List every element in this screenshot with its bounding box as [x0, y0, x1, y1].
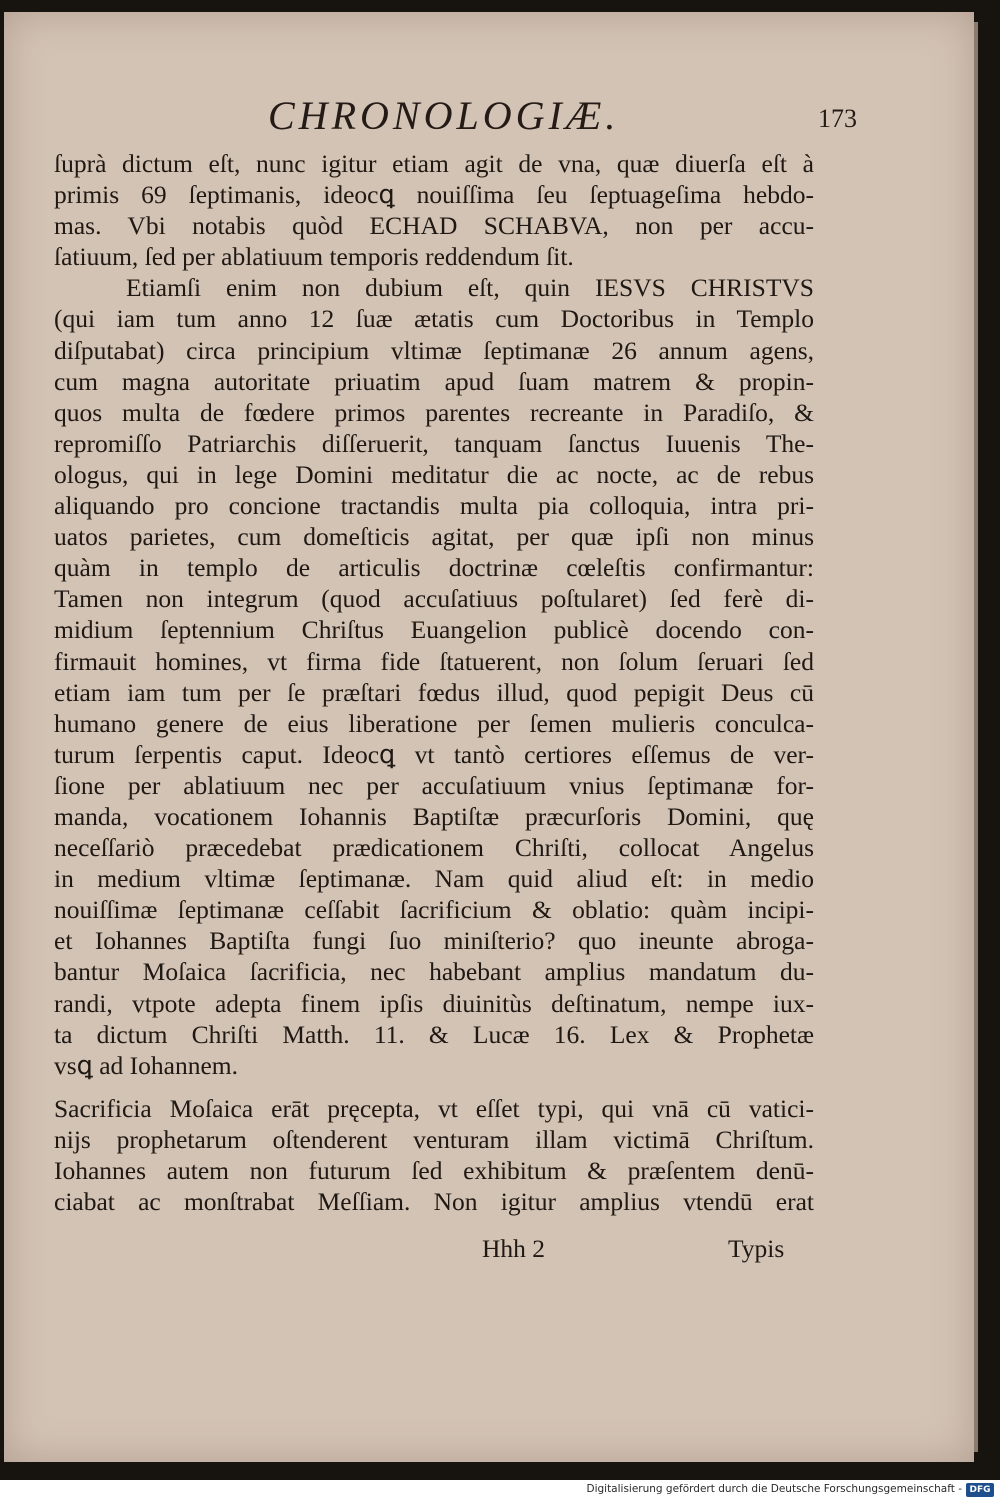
text-line: Iohannes autem non futurum ſed exhibitum & præſentem denū-: [54, 1156, 814, 1185]
text-line: ſatiuum, ſed per ablatiuum temporis reddendum ſit.: [54, 242, 574, 272]
text-line: nijs prophetarum oſtenderent venturam illam victimā Chriſtum.: [54, 1124, 814, 1154]
text-line: uatos parietes, cum domeſticis agitat, per quæ ipſi non minus: [54, 522, 814, 552]
text-line: etiam iam tum per ſe præſtari fœdus illud, quod pepigit Deus cū: [54, 677, 814, 707]
text-line: turum ſerpentis caput. Ideocꝗ vt tantò certiores eſſemus de ver-: [54, 739, 814, 769]
footer-credit: Digitalisierung gefördert durch die Deutsche Forschungsgemeinschaft -: [586, 1483, 962, 1495]
text-line: neceſſariò præcedebat prædicationem Chriſti, collocat Angelus: [54, 833, 814, 863]
running-title: CHRONOLOGIÆ.: [268, 93, 620, 138]
text-line: primis 69 ſeptimanis, ideocꝗ nouiſſima ſeu ſeptuageſima hebdo-: [54, 180, 814, 210]
signature-line: [470, 1234, 810, 1266]
text-line: manda, vocationem Iohannis Baptiſtæ præcurſoris Domini, quę: [54, 801, 814, 831]
text-line: midium ſeptennium Chriſtus Euangelion publicè docendo con-: [54, 615, 814, 645]
body-text: [54, 148, 814, 1217]
text-line: aliquando pro concione tractandis multa pia colloquia, intra pri-: [54, 491, 814, 521]
page-number: 173: [818, 104, 857, 133]
text-line: (qui iam tum anno 12 ſuæ ætatis cum Doctoribus in Templo: [54, 304, 814, 334]
text-line: firmauit homines, vt firma fide ſtatuerent, non ſolum ſeruari ſed: [54, 646, 814, 676]
footer-bar: [0, 1480, 1000, 1501]
text-line: cum magna autoritate priuatim apud ſuam matrem & propin-: [54, 366, 814, 396]
text-line: Etiamſi enim non dubium eſt, quin IESVS CHRISTVS: [126, 273, 814, 303]
text-line: ologus, qui in lege Domini meditatur die ac nocte, ac de rebus: [54, 459, 814, 489]
text-line: quàm in templo de articulis doctrinæ cœleſtis confirmantur:: [54, 553, 814, 583]
text-line: vsꝗ ad Iohannem.: [54, 1050, 239, 1080]
text-line: Sacrificia Moſaica erāt pręcepta, vt eſſet typi, qui vnā cū vatici-: [54, 1093, 814, 1123]
text-line: repromiſſo Patriarchis diſſeruerit, tanquam ſanctus Iuuenis The-: [54, 428, 814, 458]
dfg-logo-icon: DFG: [966, 1483, 994, 1497]
text-line: mas. Vbi notabis quòd ECHAD SCHABVA, non per accu-: [54, 211, 814, 241]
text-line: bantur Moſaica ſacrificia, nec habebant amplius mandatum du-: [54, 957, 814, 987]
text-line: diſputabat) circa principium vltimæ ſeptimanæ 26 annum agens,: [54, 335, 814, 365]
text-line: ſuprà dictum eſt, nunc igitur etiam agit de vna, quæ diuerſa eſt à: [54, 149, 814, 178]
text-line: randi, vtpote adepta finem ipſis diuinitùs deſtinatum, nempe iux-: [54, 988, 814, 1018]
text-line: in medium vltimæ ſeptimanæ. Nam quid aliud eſt: in medio: [54, 864, 814, 894]
text-line: quos multa de fœdere primos parentes recreante in Paradiſo, &: [54, 397, 814, 427]
running-head: [0, 92, 1000, 148]
text-line: ciabat ac monſtrabat Meſſiam. Non igitur amplius vtendū erat: [54, 1187, 814, 1217]
text-line: et Iohannes Baptiſta fungi ſuo miniſterio? quo ineunte abroga-: [54, 926, 814, 956]
text-line: nouiſſimæ ſeptimanæ ceſſabit ſacrificium & oblatio: quàm incipi-: [54, 895, 814, 925]
signature-mark: Hhh 2: [482, 1234, 546, 1263]
page-edge: [974, 22, 978, 1452]
text-line: ſione per ablatiuum nec per accuſatiuum vnius ſeptimanæ for-: [54, 770, 814, 800]
text-line: ta dictum Chriſti Matth. 11. & Lucæ 16. Lex & Prophetæ: [54, 1019, 814, 1049]
text-line: Tamen non integrum (quod accuſatiuus poſtularet) ſed ferè di-: [54, 584, 814, 614]
catchword: Typis: [728, 1234, 785, 1263]
text-line: humano genere de eius liberatione per ſemen mulieris conculca-: [54, 708, 814, 738]
paragraph-gap: [54, 1081, 814, 1093]
